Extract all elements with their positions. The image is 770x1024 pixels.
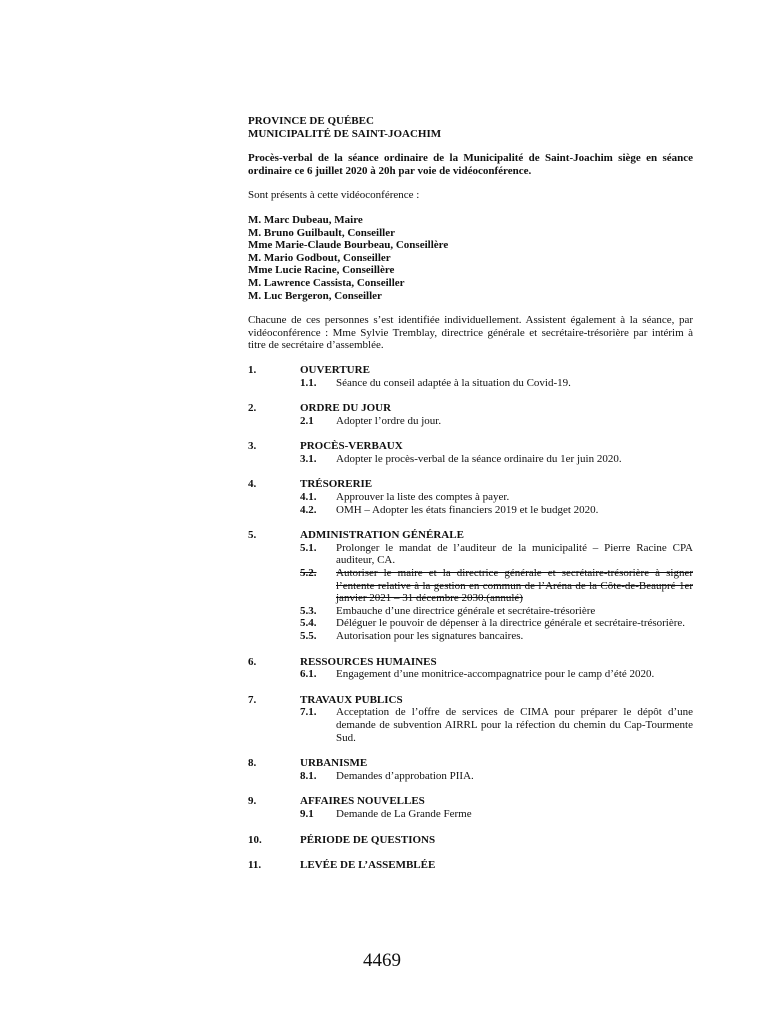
agenda-item: [248, 605, 693, 618]
item-number: 8.1.: [300, 769, 317, 782]
member-item: M. Lawrence Cassista, Conseiller: [248, 276, 405, 289]
agenda-item: [248, 567, 693, 605]
section-number: 11.: [248, 859, 262, 872]
item-text: Adopter l’ordre du jour.: [336, 414, 442, 427]
item-text: Approuver la liste des comptes à payer.: [336, 491, 510, 504]
agenda-item: [248, 542, 693, 567]
agenda-item: [248, 808, 693, 821]
agenda-section: [248, 529, 693, 642]
member-item: M. Bruno Guilbault, Conseiller: [248, 226, 395, 239]
agenda-section: [248, 834, 693, 847]
item-text: Demande de La Grande Ferme: [336, 807, 472, 820]
section-number: 7.: [248, 693, 257, 706]
item-number: 4.2.: [300, 503, 317, 516]
section-title: PROCÈS-VERBAUX: [300, 440, 403, 453]
member-item: M. Mario Godbout, Conseiller: [248, 251, 391, 264]
section-title: URBANISME: [300, 757, 368, 770]
item-text: Engagement d’une monitrice-accompagnatrice pour le camp d’été 2020.: [336, 668, 655, 681]
section-heading: [248, 529, 693, 542]
document-header: [248, 115, 693, 140]
page-number: 4469: [363, 950, 401, 971]
item-text: Prolonger le mandat de l’auditeur de la municipalité – Pierre Racine CPA auditeur, CA.: [336, 541, 693, 567]
item-text: Adopter le procès-verbal de la séance ordinaire du 1er juin 2020.: [336, 452, 622, 465]
agenda-section: [248, 364, 693, 389]
attendance-paragraph: Chacune de ces personnes s’est identifiée individuellement. Assistent également à la séance, par vidéoconférence : Mme Sylvie Tremblay, directrice générale et secrétaire-trésorière par intérim à titre de secrétaire d’assemblée.: [248, 314, 693, 352]
section-title: LEVÉE DE L’ASSEMBLÉE: [300, 859, 436, 872]
item-text: Demandes d’approbation PIIA.: [336, 769, 474, 782]
section-number: 4.: [248, 478, 257, 491]
section-title: ADMINISTRATION GÉNÉRALE: [300, 529, 464, 542]
item-text: Déléguer le pouvoir de dépenser à la directrice générale et secrétaire-trésorière.: [336, 617, 686, 630]
minutes-title: Procès-verbal de la séance ordinaire de la Municipalité de Saint-Joachim siège en séance ordinaire ce 6 juillet 2020 à 20h par voie de vidéoconférence.: [248, 152, 693, 177]
section-number: 10.: [248, 833, 262, 846]
section-number: 1.: [248, 363, 257, 376]
members-list: [248, 214, 693, 302]
section-heading: [248, 402, 693, 415]
agenda-item: [248, 617, 693, 630]
item-text: OMH – Adopter les états financiers 2019 et le budget 2020.: [336, 503, 599, 516]
agenda-item: [248, 706, 693, 744]
agenda-section: [248, 859, 693, 872]
section-title: TRAVAUX PUBLICS: [300, 693, 403, 706]
section-title: ORDRE DU JOUR: [300, 402, 392, 415]
item-number: 5.3.: [300, 604, 317, 617]
item-number: 3.1.: [300, 452, 317, 465]
agenda-item: [248, 415, 693, 428]
item-number: 1.1.: [300, 376, 317, 389]
agenda-item: [248, 491, 693, 504]
member-item: M. Luc Bergeron, Conseiller: [248, 289, 382, 302]
agenda-item: [248, 377, 693, 390]
municipality-heading: MUNICIPALITÉ DE SAINT-JOACHIM: [248, 127, 442, 140]
item-number: 2.1: [300, 414, 314, 427]
document-page: [248, 115, 693, 885]
agenda-section: [248, 694, 693, 744]
province-heading: PROVINCE DE QUÉBEC: [248, 115, 374, 127]
section-heading: [248, 834, 693, 847]
item-text: Autorisation pour les signatures bancaires.: [336, 630, 524, 642]
section-heading: [248, 440, 693, 453]
section-number: 2.: [248, 402, 257, 415]
item-number: 5.4.: [300, 617, 317, 630]
section-heading: [248, 795, 693, 808]
item-number: 7.1.: [300, 706, 317, 719]
attendance-intro: Sont présents à cette vidéoconférence :: [248, 189, 420, 202]
member-item: Mme Lucie Racine, Conseillère: [248, 264, 395, 277]
agenda: [248, 364, 693, 872]
agenda-item: [248, 770, 693, 783]
item-text: Embauche d’une directrice générale et secrétaire-trésorière: [336, 604, 596, 617]
section-heading: [248, 364, 693, 377]
agenda-item: [248, 504, 693, 517]
member-item: M. Marc Dubeau, Maire: [248, 213, 363, 226]
section-title: OUVERTURE: [300, 363, 370, 376]
item-number: 5.2.: [300, 567, 317, 580]
member-item: Mme Marie-Claude Bourbeau, Conseillère: [248, 239, 449, 252]
section-heading: [248, 694, 693, 707]
agenda-item: [248, 630, 693, 643]
agenda-section: [248, 440, 693, 465]
section-number: 8.: [248, 757, 257, 770]
section-title: PÉRIODE DE QUESTIONS: [300, 833, 436, 846]
section-heading: [248, 859, 693, 872]
item-number: 9.1: [300, 807, 314, 820]
section-heading: [248, 478, 693, 491]
item-text: Autoriser le maire et la directrice générale et secrétaire-trésorière à signer l’entente relative à la gestion en commun de l’Aréna de la Côte-de-Beaupré 1er janvier 2021 – 31 décembre 2030.(annulé): [336, 567, 693, 605]
agenda-section: [248, 757, 693, 782]
item-text: Séance du conseil adaptée à la situation du Covid-19.: [336, 376, 571, 389]
section-title: TRÉSORERIE: [300, 478, 373, 491]
section-title: AFFAIRES NOUVELLES: [300, 795, 425, 808]
agenda-section: [248, 478, 693, 516]
agenda-section: [248, 402, 693, 427]
item-number: 5.1.: [300, 541, 317, 554]
agenda-item: [248, 668, 693, 681]
item-number: 6.1.: [300, 668, 317, 681]
section-number: 9.: [248, 795, 257, 808]
agenda-item: [248, 453, 693, 466]
agenda-section: [248, 795, 693, 820]
item-number: 4.1.: [300, 491, 317, 504]
section-heading: [248, 757, 693, 770]
section-number: 6.: [248, 655, 257, 668]
section-title: RESSOURCES HUMAINES: [300, 655, 437, 668]
section-number: 3.: [248, 440, 257, 453]
item-number: 5.5.: [300, 630, 317, 642]
agenda-section: [248, 656, 693, 681]
section-heading: [248, 656, 693, 669]
item-text: Acceptation de l’offre de services de CIMA pour préparer le dépôt d’une demande de subvention AIRRL pour la réfection du chemin du Cap-Tourmente Sud.: [336, 706, 693, 744]
section-number: 5.: [248, 529, 257, 542]
